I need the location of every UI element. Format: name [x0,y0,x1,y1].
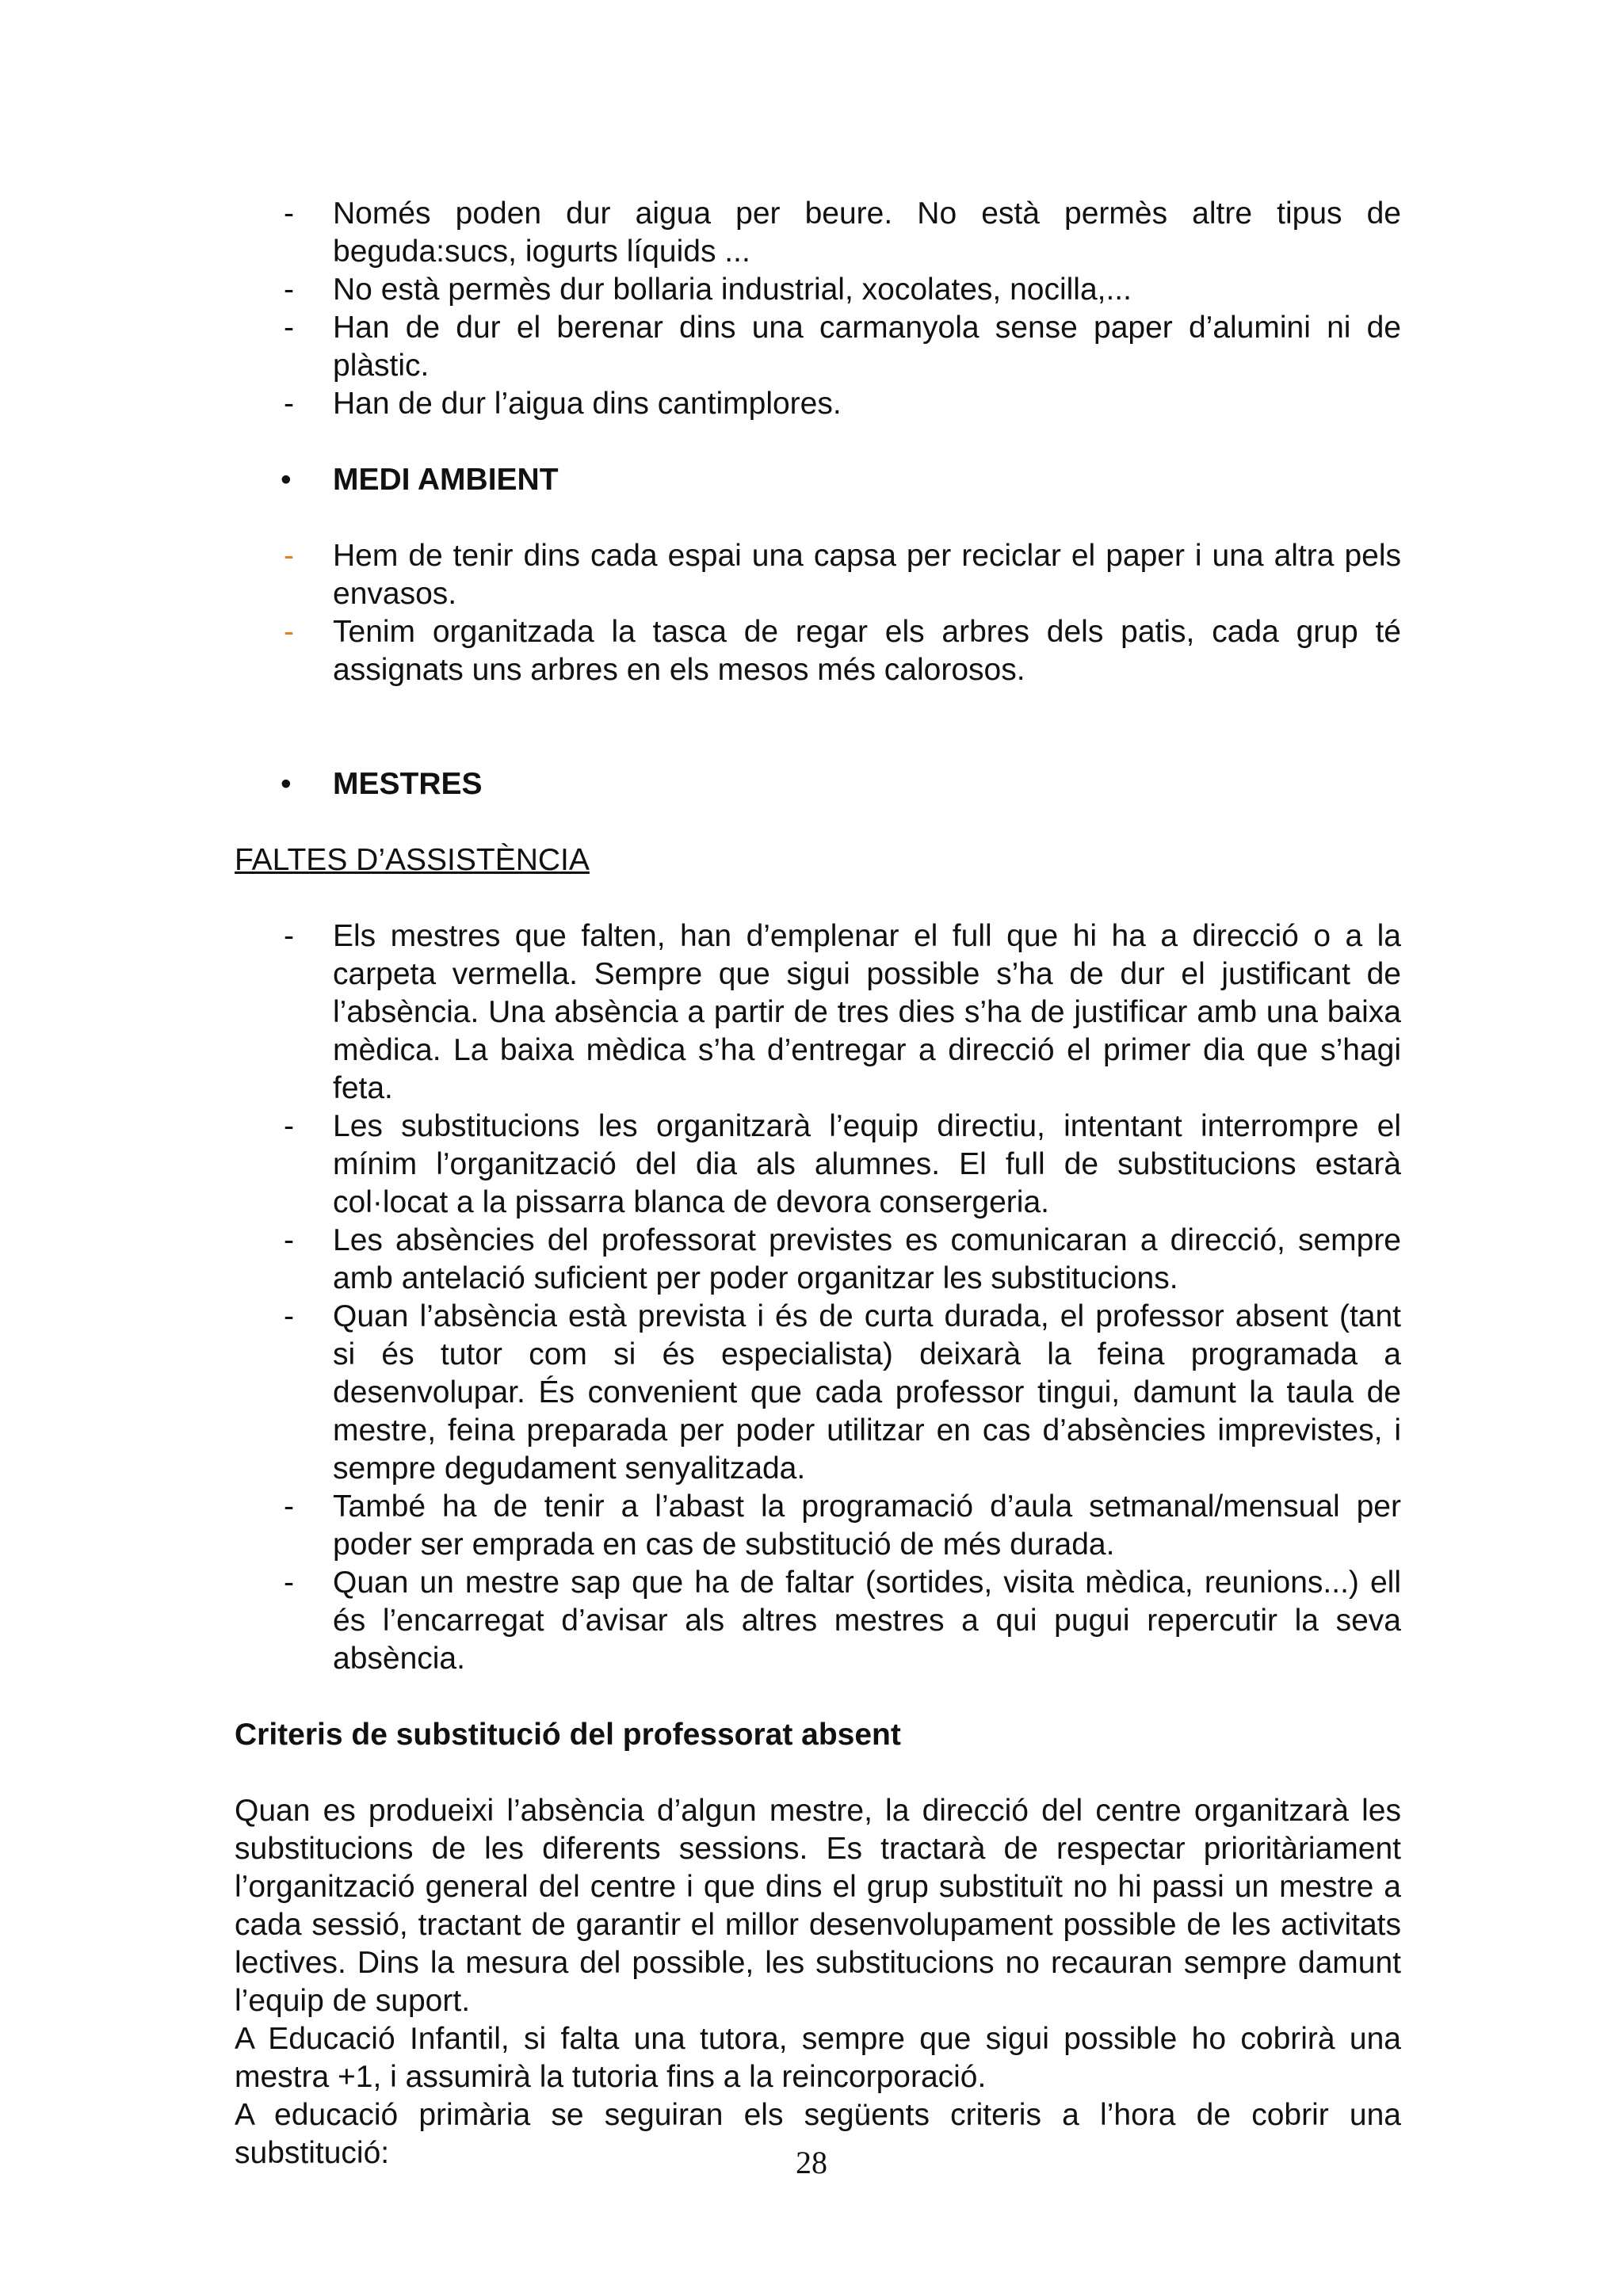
list-item: - Han de dur el berenar dins una carmanyola sense paper d’alumini ni de plàstic. [235,309,1401,385]
paragraph: A Educació Infantil, si falta una tutora, sempre que sigui possible ho cobrirà una mestra +1, i assumirà la tutoria fins a la reincorporació. [235,2022,1401,2094]
page-number: 28 [796,2145,827,2180]
page-content [235,195,1401,2172]
mestres-list [235,917,1401,1678]
intro-list [235,195,1401,423]
subheading-criteris: Criteris de substitució del professorat absent [235,1718,901,1752]
subheading-faltes-assistencia: FALTES D’ASSISTÈNCIA [235,843,590,877]
paragraph: Quan es produeixi l’absència d’algun mestre, la direcció del centre organitzarà les substitucions de les diferents sessions. Es tractarà de respectar prioritàriament l’organització general del centre i que dins el grup substituït no hi passi un mestre a cada sessió, tractant de garantir el millor desenvolupament possible de les activitats lectives. Dins la mesura del possible, les substitucions no recauran sempre damunt l’equip de suport. [235,1794,1401,2018]
list-item: - Han de dur l’aigua dins cantimplores. [235,385,1401,423]
section-heading-medi-ambient: • MEDI AMBIENT [235,461,1401,499]
list-item: - Només poden dur aigua per beure. No està permès altre tipus de beguda:sucs, iogurts líquids ... [235,195,1401,271]
list-item: - Tenim organitzada la tasca de regar els arbres dels patis, cada grup té assignats uns arbres en els mesos més calorosos. [235,613,1401,689]
list-item: - També ha de tenir a l’abast la programació d’aula setmanal/mensual per poder ser emprada en cas de substitució de més durada. [235,1488,1401,1564]
list-item: - Quan un mestre sap que ha de faltar (sortides, visita mèdica, reunions...) ell és l’encarregat d’avisar als altres mestres a qui pugui repercutir la seva absència. [235,1564,1401,1678]
list-item: - Les substitucions les organitzarà l’equip directiu, intentant interrompre el mínim l’organització del dia als alumnes. El full de substitucions estarà col·locat a la pissarra blanca de devora consergeria. [235,1108,1401,1222]
list-item: - Hem de tenir dins cada espai una capsa per reciclar el paper i una altra pels envasos. [235,537,1401,613]
list-item: - Les absències del professorat previstes es comunicaran a direcció, sempre amb antelació suficient per poder organitzar les substitucions. [235,1222,1401,1298]
list-item: - Els mestres que falten, han d’emplenar el full que hi ha a direcció o a la carpeta vermella. Sempre que sigui possible s’ha de dur el justificant de l’absència. Una absència a partir de tres dies s’ha de justificar amb una baixa mèdica. La baixa mèdica s’ha d’entregar a direcció el primer dia que s’hagi feta. [235,917,1401,1108]
list-item: - Quan l’absència està prevista i és de curta durada, el professor absent (tant si és tutor com si és especialista) deixarà la feina programada a desenvolupar. És convenient que cada professor tingui, damunt la taula de mestre, feina preparada per poder utilitzar en cas d’absències imprevistes, i sempre degudament senyalitzada. [235,1298,1401,1488]
list-item: - No està permès dur bollaria industrial, xocolates, nocilla,... [235,271,1401,309]
section-heading-mestres: • MESTRES [235,765,1401,803]
paragraph: A educació primària se seguiran els següents criteris a l’hora de cobrir una substitució: [235,2098,1401,2170]
medi-ambient-list [235,537,1401,689]
